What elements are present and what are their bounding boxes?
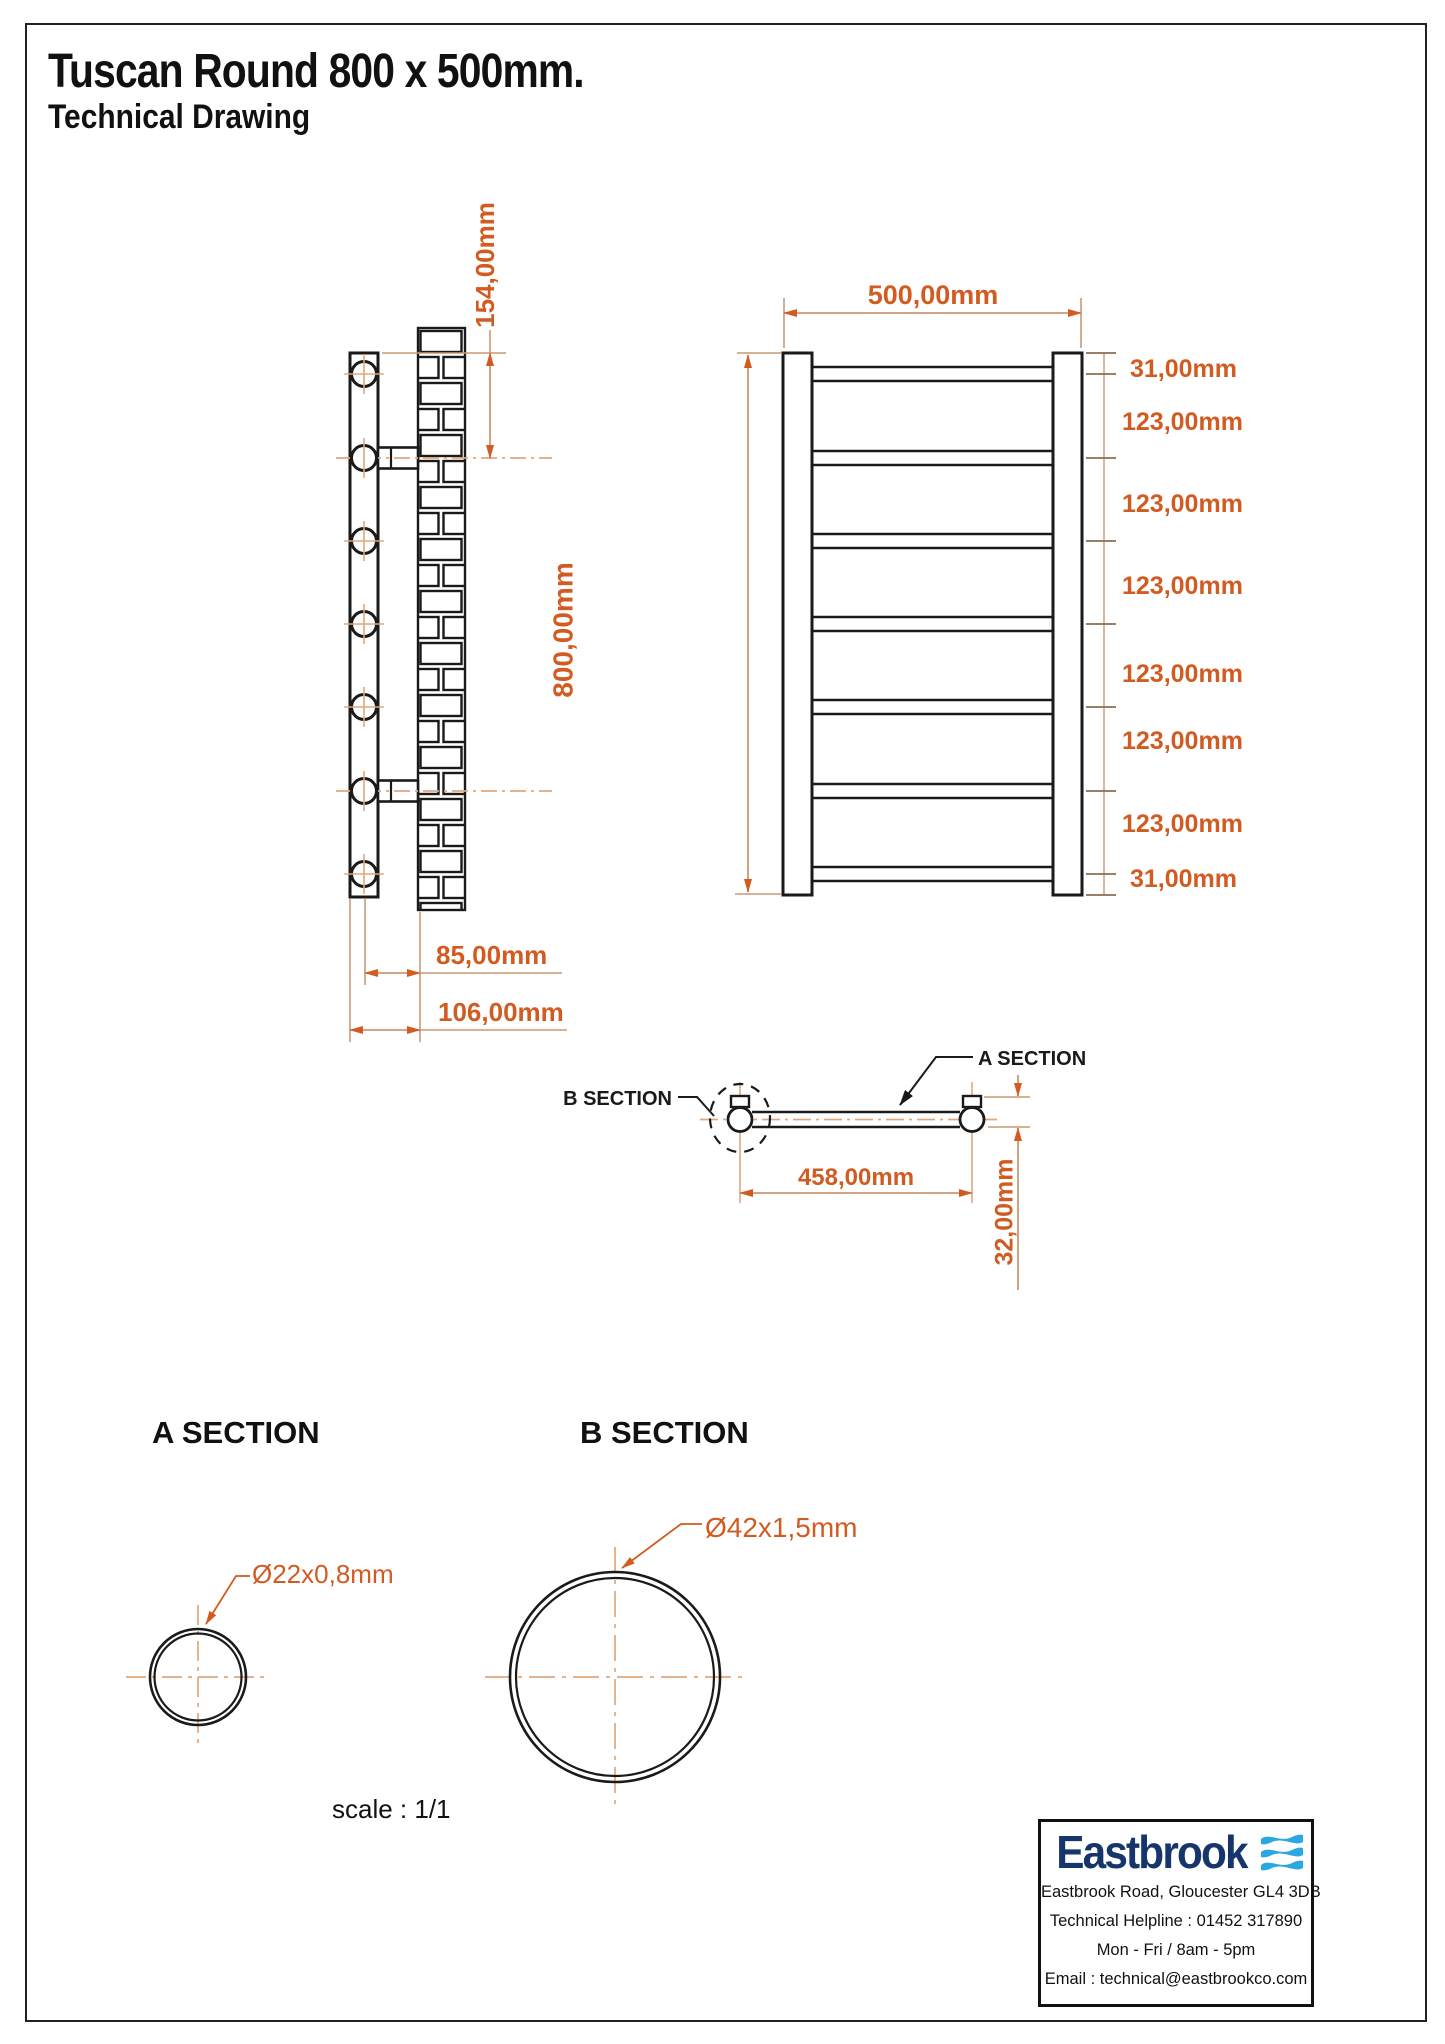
helpline-line: Technical Helpline : 01452 317890 bbox=[1049, 1912, 1303, 1930]
eastbrook-logo bbox=[1041, 1826, 1311, 1878]
waves-icon bbox=[1260, 1831, 1304, 1873]
dim-42-leader bbox=[622, 1524, 702, 1568]
spacing-label-1: 31,00mm bbox=[1130, 355, 1238, 383]
dim-154-label: 154,00mm bbox=[469, 202, 500, 328]
dim-32-label: 32,00mm bbox=[990, 1158, 1019, 1266]
plan-view bbox=[563, 1048, 1086, 1290]
dim-458 bbox=[740, 1164, 972, 1193]
address-line: Eastbrook Road, Gloucester GL4 3DB bbox=[1041, 1883, 1321, 1901]
plan-left-post bbox=[728, 1108, 752, 1132]
email-line: Email : technical@eastbrookco.com bbox=[1044, 1970, 1308, 1988]
dim-106-label: 106,00mm bbox=[438, 997, 564, 1027]
a-section-detail bbox=[126, 1415, 394, 1749]
hours-line: Mon - Fri / 8am - 5pm bbox=[1096, 1941, 1256, 1959]
dim-800-label: 800,00mm bbox=[547, 562, 579, 698]
spacing-label-3: 123,00mm bbox=[1122, 490, 1243, 518]
dim-458-label: 458,00mm bbox=[797, 1164, 915, 1191]
dim-500 bbox=[784, 280, 1081, 348]
b-section-leader bbox=[678, 1097, 714, 1116]
front-left-tube bbox=[783, 353, 812, 895]
plan-bracket-left bbox=[731, 1096, 749, 1107]
spacing-label-5: 123,00mm bbox=[1122, 660, 1243, 688]
dim-32 bbox=[984, 1075, 1030, 1290]
eastbrook-wordmark: Eastbrook bbox=[1055, 1826, 1247, 1878]
b-section-title: B SECTION bbox=[580, 1415, 749, 1450]
plan-a-section-label: A SECTION bbox=[978, 1048, 1087, 1070]
front-view bbox=[547, 280, 1243, 895]
page-title: Tuscan Round 800 x 500mm. bbox=[48, 45, 584, 98]
page-subtitle: Technical Drawing bbox=[48, 98, 311, 136]
dim-22-leader bbox=[206, 1576, 250, 1624]
plan-b-section-label: B SECTION bbox=[563, 1088, 672, 1110]
wall-brick-hatch bbox=[418, 328, 465, 910]
dim-42-label: Ø42x1,5mm bbox=[705, 1512, 858, 1543]
plan-right-post bbox=[960, 1108, 984, 1132]
manufacturer-info-box bbox=[1038, 1819, 1321, 2007]
front-rungs bbox=[812, 367, 1053, 881]
side-view bbox=[336, 202, 567, 1042]
plan-bracket-right bbox=[963, 1096, 981, 1107]
spacing-label-6: 123,00mm bbox=[1122, 727, 1243, 755]
front-right-tube bbox=[1053, 353, 1082, 895]
spacing-label-4: 123,00mm bbox=[1122, 572, 1243, 600]
dim-22-label: Ø22x0,8mm bbox=[252, 1559, 394, 1589]
dim-85-label: 85,00mm bbox=[436, 940, 548, 970]
b-section-detail bbox=[485, 1415, 858, 1807]
spacing-label-8: 31,00mm bbox=[1130, 865, 1238, 893]
a-section-title: A SECTION bbox=[152, 1415, 320, 1450]
dim-800 bbox=[547, 353, 781, 894]
rung-spacing-dims bbox=[1086, 353, 1243, 895]
spacing-label-2: 123,00mm bbox=[1122, 408, 1243, 436]
scale-label: scale : 1/1 bbox=[332, 1794, 451, 1824]
dim-500-label: 500,00mm bbox=[867, 280, 999, 310]
spacing-label-7: 123,00mm bbox=[1122, 810, 1243, 838]
dim-85-106 bbox=[350, 899, 567, 1042]
